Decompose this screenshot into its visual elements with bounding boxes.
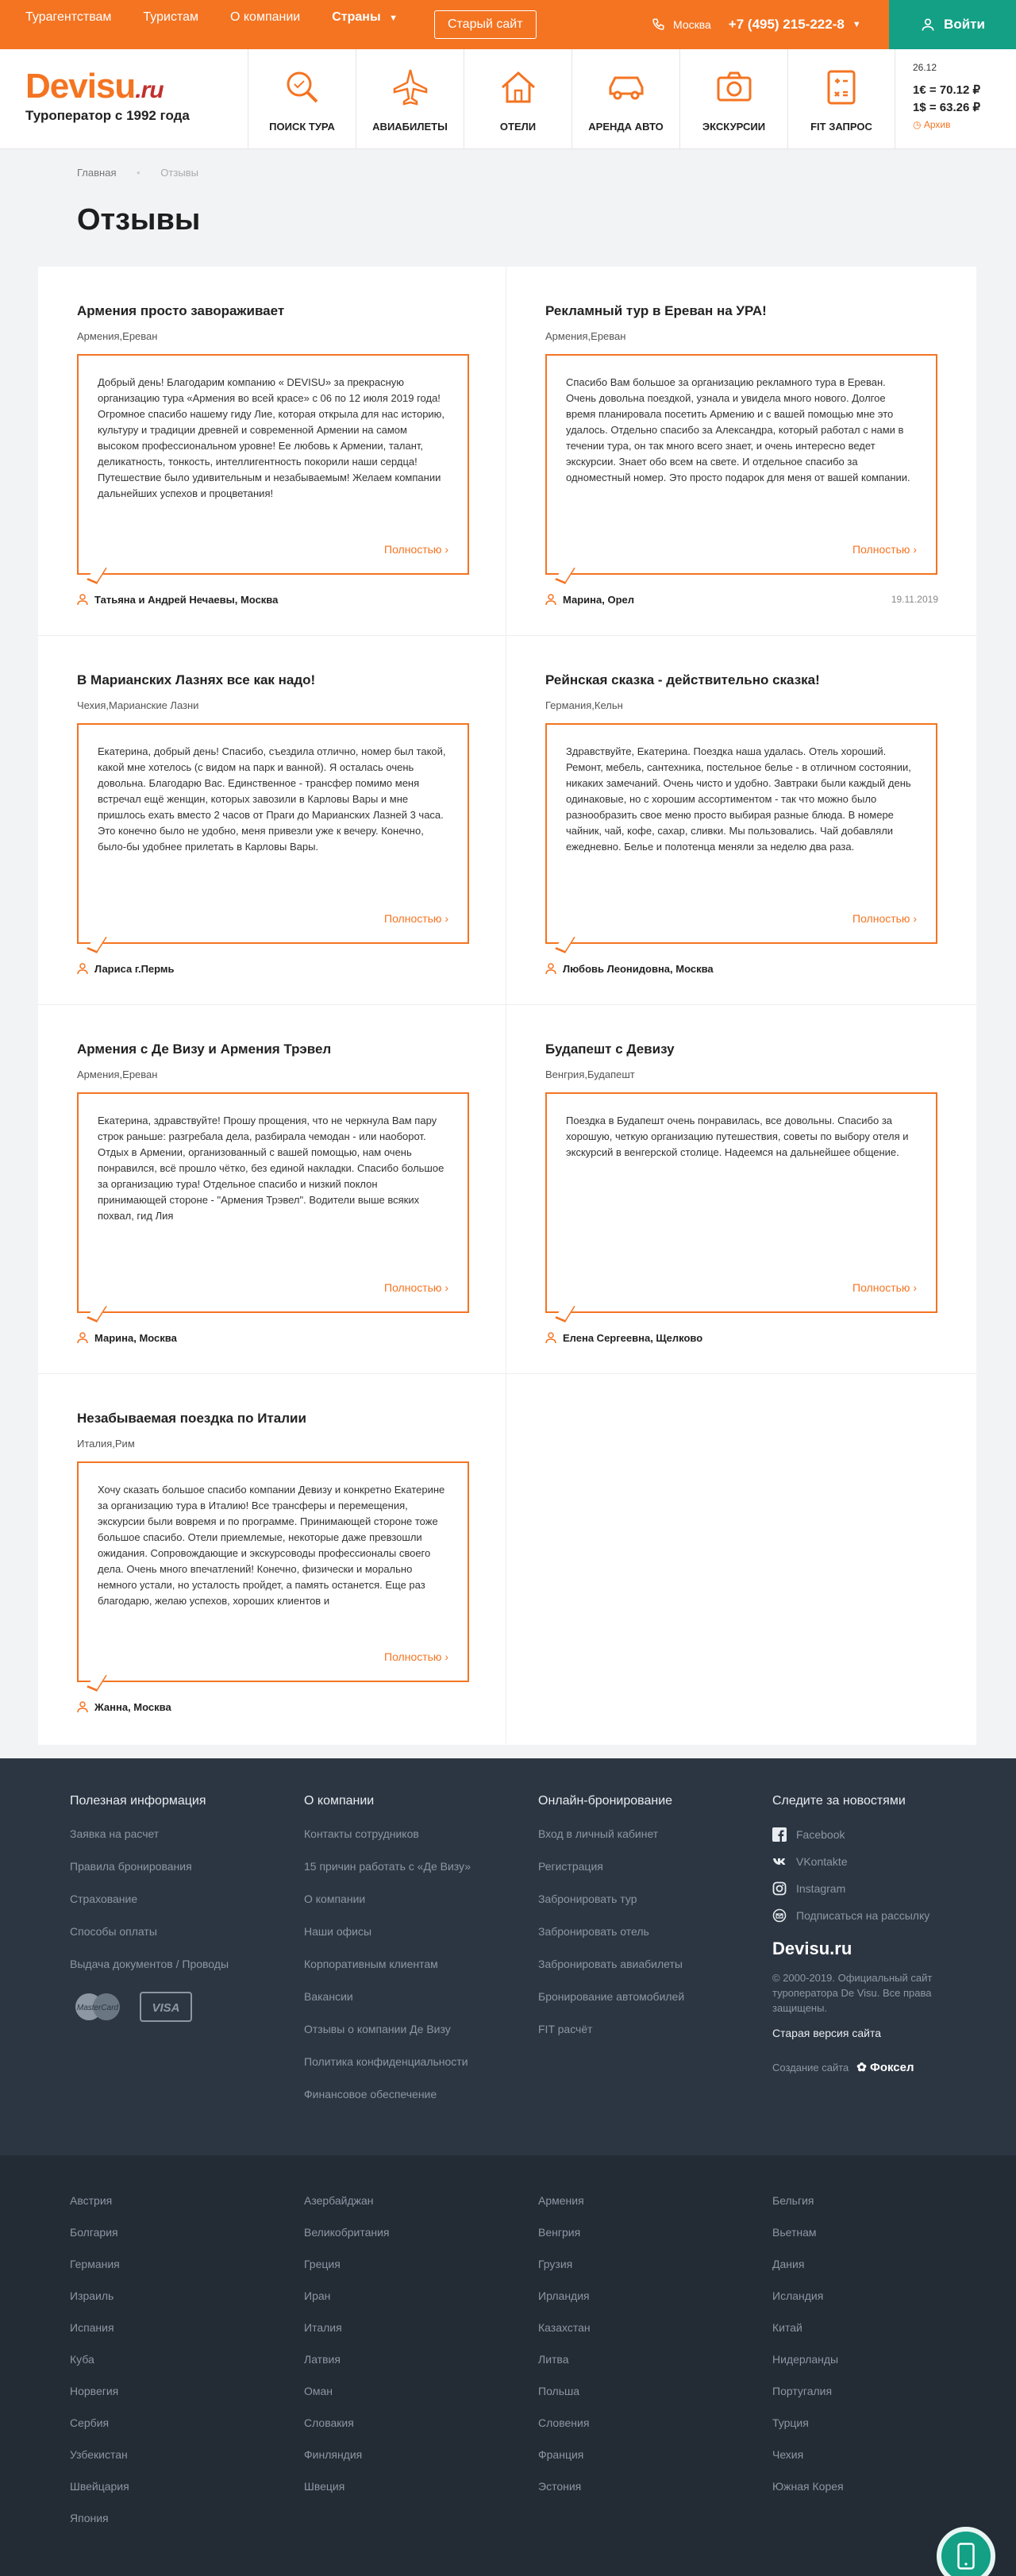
payment-cards (70, 1990, 229, 2023)
review-location: Германия,Кельн (545, 699, 623, 711)
chevron-right-icon: › (444, 543, 448, 556)
user-icon (545, 594, 556, 605)
top-nav-countries[interactable] (332, 10, 398, 39)
country-link[interactable]: Азербайджан (304, 2194, 374, 2207)
country-link[interactable]: Израиль (70, 2289, 114, 2302)
country-link[interactable]: Финляндия (304, 2448, 363, 2461)
country-link[interactable]: Исландия (772, 2289, 824, 2302)
review-author (77, 594, 278, 606)
country-link[interactable]: Нидерланды (772, 2353, 839, 2366)
mastercard-icon (70, 1990, 125, 2023)
review-text: Хочу сказать большое спасибо компании Девизу и конкретно Екатерине за организацию тура в Италию! Все трансферы и перемещения, экскурсии были вовремя и по программе. Принимающей стороне тоже большое спасибо. Отели приемлемые, некоторые даже превзошли ожидания. Сопровождающие и экскурсоводы профессионалы своего дела. Очень много впечатлений! Конечно, физически и морально немного устали, но усталость пройдет, а память останется. Еще раз благодарю, желаю успехов, хороших клиентов и (98, 1484, 445, 1607)
read-more-link[interactable] (384, 1281, 448, 1294)
review-author (545, 1332, 702, 1344)
mail-icon (772, 1908, 787, 1923)
author-name: Любовь Леонидовна, Москва (563, 963, 714, 975)
house-icon (496, 65, 541, 110)
footer-link[interactable]: Заявка на расчет (70, 1827, 160, 1840)
country-link[interactable]: Литва (538, 2353, 569, 2366)
chevron-down-icon: ▼ (389, 13, 398, 23)
footer-col-social (772, 1794, 963, 2074)
car-icon (604, 65, 648, 110)
footer-link[interactable]: Правила бронирования (70, 1860, 192, 1873)
footer-link[interactable]: Наши офисы (304, 1925, 372, 1938)
author-name: Марина, Орел (563, 594, 634, 606)
read-more-label: Полностью (384, 1281, 442, 1294)
old-version-link[interactable]: Старая версия сайта (772, 2027, 881, 2039)
review-text: Добрый день! Благодарим компанию « DEVISU» за прекрасную организацию тура «Армения во всей красе» с 06 по 12 июля 2019 года! Огромное спасибо нашему гиду Лие, которая открыла для нас историю, культуру и традиции древней и современной Армении на самом высоком профессиональном уровне! Ее любовь к Армении, талант, деликатность, тонкость, интеллигентность покорили наши сердца! Путешествие было удивительным и незабываемым! Желаем компании дальнейших успехов и процветания! (98, 376, 445, 499)
author-name: Татьяна и Андрей Нечаевы, Москва (94, 594, 279, 606)
review-text-box (77, 1461, 469, 1682)
country-link[interactable]: Швеция (304, 2480, 345, 2493)
footer-link[interactable]: Политика конфиденциальности (304, 2055, 468, 2068)
review-title[interactable]: Рейнская сказка - действительно сказка! (545, 672, 820, 687)
country-link[interactable]: Сербия (70, 2416, 110, 2429)
country-link[interactable]: Чехия (772, 2448, 804, 2461)
review-title[interactable]: Незабываемая поездка по Италии (77, 1411, 306, 1426)
countries-col (772, 2194, 844, 2512)
read-more-link[interactable] (852, 912, 917, 925)
countries-footer (0, 2155, 1016, 2576)
read-more-link[interactable] (852, 1281, 917, 1294)
footer-col-company (304, 1794, 471, 2120)
category-car-rental[interactable] (572, 49, 679, 148)
read-more-label: Полностью (384, 912, 442, 925)
country-link[interactable]: Япония (70, 2512, 109, 2524)
footer-link[interactable]: FIT расчёт (538, 2023, 593, 2035)
rate-usd: 1$ = 63.26 ₽ (913, 101, 981, 114)
review-text-box (545, 354, 937, 575)
category-label: АВИАБИЛЕТЫ (372, 121, 448, 133)
user-icon (77, 1701, 88, 1712)
city-label[interactable]: Москва (673, 18, 711, 31)
footer-col-booking (538, 1794, 684, 2055)
vk-label: VKontakte (796, 1855, 848, 1868)
review-card (38, 1005, 506, 1374)
vk-link[interactable] (772, 1854, 963, 1869)
category-hotels[interactable] (464, 49, 572, 148)
user-icon (920, 17, 936, 33)
read-more-label: Полностью (384, 1650, 442, 1663)
country-link[interactable]: Норвегия (70, 2385, 119, 2397)
review-card (38, 267, 506, 636)
review-location: Армения,Ереван (77, 330, 158, 342)
author-name: Жанна, Москва (94, 1701, 171, 1713)
footer-link[interactable]: 15 причин работать с «Де Визу» (304, 1860, 471, 1873)
footer-link[interactable]: Способы оплаты (70, 1925, 157, 1938)
review-title[interactable]: В Марианских Лазнях все как надо! (77, 672, 316, 687)
chevron-right-icon: › (913, 543, 917, 556)
made-by (772, 2060, 963, 2074)
footer-link[interactable]: Забронировать авиабилеты (538, 1958, 683, 1970)
review-location: Армения,Ереван (77, 1069, 158, 1080)
country-link[interactable]: Словения (538, 2416, 590, 2429)
vk-icon (772, 1854, 787, 1869)
phone-icon (651, 17, 665, 32)
facebook-link[interactable] (772, 1827, 963, 1842)
country-link[interactable]: Южная Корея (772, 2480, 844, 2493)
chevron-right-icon: › (913, 912, 917, 925)
country-link[interactable]: Германия (70, 2258, 120, 2270)
country-link[interactable]: Ирландия (538, 2289, 590, 2302)
newsletter-link[interactable] (772, 1908, 963, 1923)
author-name: Марина, Москва (94, 1332, 177, 1344)
category-label: ПОИСК ТУРА (269, 121, 335, 133)
rates-date: 26.12 (913, 62, 937, 73)
chevron-right-icon: › (444, 1281, 448, 1294)
breadcrumb-home[interactable]: Главная (77, 167, 117, 179)
country-link[interactable]: Италия (304, 2321, 342, 2334)
review-text: Екатерина, добрый день! Спасибо, съездила отлично, номер был такой, какой мне хотелось (с видом на парк и ванной). Я осталась очень довольна. Благодарю Вас. Единственное - трансфер помимо меня встречал ещё женщин, которых завозили в Карловы Вары и мне пришлось ехать вместо 2 часов от Праги до Марианских Лазней 3 часа. Это конечно было не удобно, меня привезли уже к вечеру. Конечно, было-бы удобнее прилетать в Карловы Вары. (98, 745, 446, 853)
breadcrumb (77, 167, 198, 179)
footer-link[interactable]: Выдача документов / Проводы (70, 1958, 229, 1970)
user-icon (545, 1332, 556, 1343)
breadcrumb-current: Отзывы (160, 167, 198, 179)
category-excursions[interactable] (679, 49, 787, 148)
footer-link[interactable]: Забронировать отель (538, 1925, 649, 1938)
top-nav-company[interactable]: О компании (229, 10, 301, 24)
category-label: ЭКСКУРСИИ (702, 121, 766, 133)
category-nav (248, 49, 895, 148)
chevron-down-icon[interactable]: ▼ (852, 20, 861, 29)
countries-col (538, 2194, 591, 2512)
old-site-button[interactable]: Старый сайт (434, 10, 537, 39)
country-link[interactable]: Иран (304, 2289, 331, 2302)
review-title[interactable]: Армения просто завораживает (77, 303, 285, 318)
country-link[interactable]: Португалия (772, 2385, 833, 2397)
top-nav-agencies[interactable]: Турагентствам (25, 10, 112, 24)
mastercard-text: MasterCard (76, 2004, 119, 2012)
user-icon (77, 963, 88, 974)
country-link[interactable]: Испания (70, 2321, 114, 2334)
read-more-label: Полностью (852, 543, 910, 556)
country-link[interactable]: Узбекистан (70, 2448, 128, 2461)
archive-label: Архив (923, 119, 951, 130)
phone-block (651, 0, 861, 49)
logo-text: Devisu (25, 67, 136, 106)
footer-col-info (70, 1794, 229, 2023)
read-more-label: Полностью (384, 543, 442, 556)
country-link[interactable]: Польша (538, 2385, 580, 2397)
foxel-icon: ✿ (856, 2061, 867, 2074)
review-card (38, 1374, 506, 1743)
author-name: Елена Сергеевна, Щелково (563, 1332, 703, 1344)
chevron-right-icon: › (444, 1650, 448, 1663)
newsletter-label: Подписаться на рассылку (796, 1909, 930, 1922)
currency-rates (913, 62, 980, 130)
country-link[interactable]: Эстония (538, 2480, 582, 2493)
visa-text: VISA (152, 2001, 180, 2015)
review-text-box (545, 723, 937, 944)
footer-link[interactable]: Регистрация (538, 1860, 603, 1873)
review-author (545, 594, 634, 606)
countries-col (304, 2194, 390, 2512)
login-label: Войти (944, 17, 985, 32)
read-more-link[interactable] (384, 543, 448, 556)
phone-number[interactable]: +7 (495) 215-222-8 (728, 17, 845, 32)
read-more-link[interactable] (384, 1650, 448, 1663)
footer-link[interactable]: Финансовое обеспечение (304, 2088, 437, 2100)
category-label: FIT ЗАПРОС (810, 121, 872, 133)
footer-heading: Онлайн-бронирование (538, 1794, 673, 1808)
review-text-box (77, 723, 469, 944)
instagram-link[interactable] (772, 1881, 963, 1896)
read-more-link[interactable] (384, 912, 448, 925)
review-author (77, 963, 175, 975)
footer-link[interactable]: Забронировать тур (538, 1893, 637, 1905)
camera-icon (712, 65, 756, 110)
airplane-icon (388, 65, 433, 110)
footer-link[interactable]: О компании (304, 1893, 366, 1905)
footer-link[interactable]: Контакты сотрудников (304, 1827, 419, 1840)
country-link[interactable]: Болгария (70, 2226, 118, 2239)
footer-heading: Полезная информация (70, 1794, 206, 1808)
country-link[interactable]: Вьетнам (772, 2226, 817, 2239)
footer-links (0, 1758, 1016, 2155)
rate-eur: 1€ = 70.12 ₽ (913, 83, 981, 97)
country-link[interactable]: Латвия (304, 2353, 341, 2366)
review-text: Поездка в Будапешт очень понравилась, все довольны. Спасибо за хорошую, четкую организацию путешествия, советы по выбору отеля и экскурсий в венгерской столице. Надеемся на дальнейшее общение. (566, 1115, 909, 1158)
logo-word (25, 67, 190, 106)
country-link[interactable]: Армения (538, 2194, 584, 2207)
read-more-label: Полностью (852, 912, 910, 925)
review-text-box (545, 1092, 937, 1313)
top-nav-tourists[interactable]: Туристам (143, 10, 198, 24)
country-link[interactable]: Великобритания (304, 2226, 390, 2239)
review-author (77, 1701, 171, 1713)
facebook-label: Facebook (796, 1828, 845, 1841)
country-link[interactable]: Казахстан (538, 2321, 591, 2334)
review-title[interactable]: Рекламный тур в Ереван на УРА! (545, 303, 767, 318)
review-title[interactable]: Будапешт с Девизу (545, 1042, 675, 1057)
review-text: Екатерина, здравствуйте! Прошу прощения, что не черкнула Вам пару строк раньше: разгребала дела, разбирала чемодан - или наоборот. Отдых в Армении, организованный с вашей помощью, нам очень понравился, всё прошло чётко, без единой накладки. Спасибо большое за организацию тура! Отдельное спасибо и низкий поклон принимающей стороне - "Армения Трэвел". Водители выше всяких похвал, гид Лия (98, 1115, 444, 1222)
page-title: Отзывы (77, 203, 201, 237)
instagram-icon (772, 1881, 787, 1896)
user-icon (77, 1332, 88, 1343)
facebook-icon (772, 1827, 787, 1842)
clock-icon: ◷ (913, 119, 922, 130)
review-location: Армения,Ереван (545, 330, 626, 342)
country-link[interactable]: Турция (772, 2416, 809, 2429)
reviews-grid (38, 267, 976, 1745)
countries-label: Страны (332, 10, 381, 24)
visa-icon (140, 1990, 192, 2023)
country-link[interactable]: Оман (304, 2385, 333, 2397)
logo-tagline: Туроператор с 1992 года (25, 108, 190, 123)
review-card (506, 267, 976, 636)
country-link[interactable]: Венгрия (538, 2226, 581, 2239)
chevron-right-icon: › (913, 1281, 917, 1294)
category-label: АРЕНДА АВТО (588, 121, 664, 133)
logo-suffix: .ru (135, 77, 164, 103)
review-card (38, 636, 506, 1005)
country-link[interactable]: Грузия (538, 2258, 573, 2270)
top-bar (0, 0, 1016, 49)
review-card (506, 1005, 976, 1374)
read-more-link[interactable] (852, 543, 917, 556)
country-link[interactable]: Швейцария (70, 2480, 129, 2493)
country-link[interactable]: Куба (70, 2353, 94, 2366)
review-author (77, 1332, 177, 1344)
category-flights[interactable] (356, 49, 464, 148)
rates-archive-link[interactable] (913, 119, 980, 130)
calculator-icon (819, 65, 864, 110)
footer-link[interactable]: Бронирование автомобилей (538, 1990, 685, 2003)
review-location: Италия,Рим (77, 1438, 135, 1450)
country-link[interactable]: Китай (772, 2321, 802, 2334)
footer-heading: О компании (304, 1794, 375, 1808)
footer-link[interactable]: Вакансии (304, 1990, 353, 2003)
review-location: Венгрия,Будапешт (545, 1069, 635, 1080)
chevron-right-icon: › (444, 912, 448, 925)
country-link[interactable]: Дания (772, 2258, 805, 2270)
review-date: 19.11.2019 (891, 594, 938, 605)
country-link[interactable]: Австрия (70, 2194, 113, 2207)
review-location: Чехия,Марианские Лазни (77, 699, 199, 711)
review-text: Спасибо Вам большое за организацию рекламного тура в Ереван. Очень довольна поездкой, узнала и увидела много нового. Долгое время планировала посетить Армению и с вашей помощью мне это удалось. Отдельно спасибо за Александра, который работал с нами в течении тура, он так много всего знает, и очень интересно ведет экскурсии. Знает обо всем на свете. И отдельное спасибо за одноместный номер. Это просто подарок для меня от вашей компании. (566, 376, 910, 483)
category-tour-search[interactable] (248, 49, 356, 148)
top-nav (25, 10, 568, 39)
header (0, 49, 1016, 149)
foxel-name: Фоксел (870, 2061, 914, 2074)
author-name: Лариса г.Пермь (94, 963, 175, 975)
footer-heading: Следите за новостями (772, 1794, 906, 1808)
countries-col (70, 2194, 129, 2543)
review-text-box (77, 1092, 469, 1313)
foxel-logo[interactable] (856, 2060, 914, 2074)
search-tour-icon (280, 65, 325, 110)
login-button[interactable] (889, 0, 1016, 49)
review-card (506, 636, 976, 1005)
user-icon (545, 963, 556, 974)
review-title[interactable]: Армения с Де Визу и Армения Трэвел (77, 1042, 332, 1057)
country-link[interactable]: Словакия (304, 2416, 354, 2429)
read-more-label: Полностью (852, 1281, 910, 1294)
footer-link[interactable]: Корпоративным клиентам (304, 1958, 438, 1970)
country-link[interactable]: Греция (304, 2258, 341, 2270)
country-link[interactable]: Франция (538, 2448, 584, 2461)
footer-link[interactable]: Вход в личный кабинет (538, 1827, 659, 1840)
footer-link[interactable]: Страхование (70, 1893, 138, 1905)
made-by-label: Создание сайта (772, 2061, 849, 2074)
review-text-box (77, 354, 469, 575)
breadcrumb-separator: • (137, 167, 140, 179)
category-fit-request[interactable] (787, 49, 895, 148)
phone-device-icon (957, 2543, 975, 2570)
user-icon (77, 594, 88, 605)
category-label: ОТЕЛИ (499, 121, 537, 133)
review-text: Здравствуйте, Екатерина. Поездка наша удалась. Отель хороший. Ремонт, мебель, сантехника, постельное белье - в отличном состоянии, никаких замечаний. Очень чисто и удобно. Завтраки были каждый день одинаковые, но с хорошим ассортиментом - так что можно было разнообразить свое меню просто выбирая разные блюда. В номере чайник, чай, кофе, сахар, сливки. Мы пользовались. Чай добавляли ежедневно. Белье и полотенца меняли за неделю два раза. (566, 745, 911, 853)
footer-logo[interactable]: Devisu.ru (772, 1939, 852, 1958)
instagram-label: Instagram (796, 1882, 846, 1895)
footer-link[interactable]: Отзывы о компании Де Визу (304, 2023, 451, 2035)
logo[interactable] (25, 67, 190, 124)
copyright: © 2000-2019. Официальный сайт туроператора De Visu. Все права защищены. (772, 1972, 933, 2014)
review-author (545, 963, 714, 975)
country-link[interactable]: Бельгия (772, 2194, 814, 2207)
